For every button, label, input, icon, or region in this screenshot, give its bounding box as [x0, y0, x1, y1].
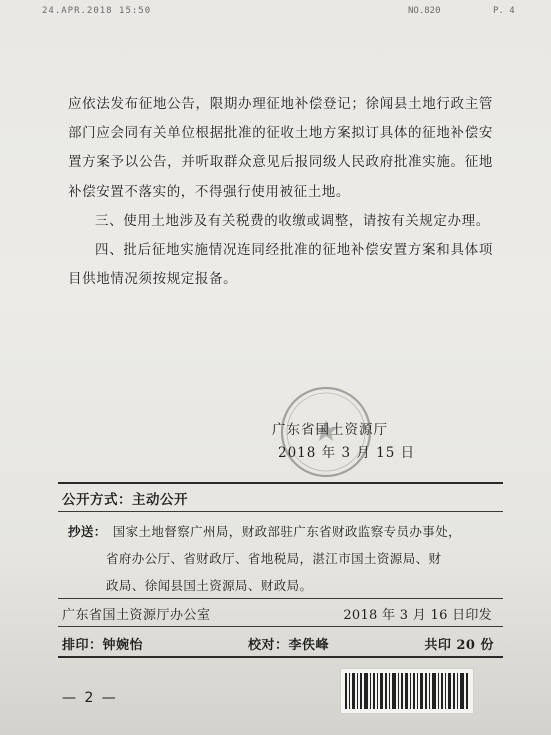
body-paragraph: 三、使用土地涉及有关税费的收缴或调整，请按有关规定办理。: [95, 212, 490, 229]
cc-line: 国家土地督察广州局，财政部驻广东省财政监察专员办事处，: [112, 524, 462, 539]
body-paragraph: 应依法发布征地公告，限期办理征地补偿登记；徐闻县土地行政主管部门应会同有关单位根据批准的征收土地方案拟订具体的征地补偿安置方案予以公告，并听取群众意见后报同级人民政府批准实施。征地补偿安置不落实的，不得强行使用被征土地。: [68, 96, 493, 200]
proofreader: 校对：李佚峰: [248, 638, 330, 653]
fax-timestamp: 24.APR.2018 15:50: [42, 6, 152, 16]
print-date: 2018 年 3 月 16 日印发: [343, 608, 492, 623]
divider: [58, 598, 503, 599]
divider: [58, 482, 503, 484]
cc-line: 政局、徐闻县国土资源局、财政局。: [106, 578, 313, 593]
document-body: [68, 90, 493, 294]
typist: 排印：钟婉怡: [62, 638, 144, 653]
fax-header: [0, 6, 551, 20]
copies: 共印 20 份: [424, 638, 494, 653]
fax-page: P. 4: [493, 6, 515, 16]
cc-line: 省府办公厅、省财政厅、省地税局，湛江市国土资源局、财: [106, 551, 442, 566]
barcode-icon: [341, 669, 473, 713]
office-name: 广东省国土资源厅办公室: [62, 608, 211, 623]
signature-block: [258, 388, 418, 480]
divider: [58, 511, 503, 512]
fax-number: NO.820: [408, 6, 441, 16]
issuer-name: 广东省国土资源厅: [272, 422, 388, 438]
body-paragraph: 四、批后征地实施情况连同经批准的征地补偿安置方案和具体项目供地情况须按规定报备。: [68, 242, 493, 288]
issue-date: 2018 年 3 月 15 日: [278, 445, 416, 461]
divider: [58, 626, 503, 627]
divider: [58, 656, 503, 658]
cc-label: 抄送：: [68, 524, 107, 539]
page-number: — 2 —: [62, 690, 118, 706]
barcode: [340, 668, 474, 714]
cc-list: [68, 518, 493, 599]
disclosure-method: 公开方式：主动公开: [62, 492, 188, 508]
